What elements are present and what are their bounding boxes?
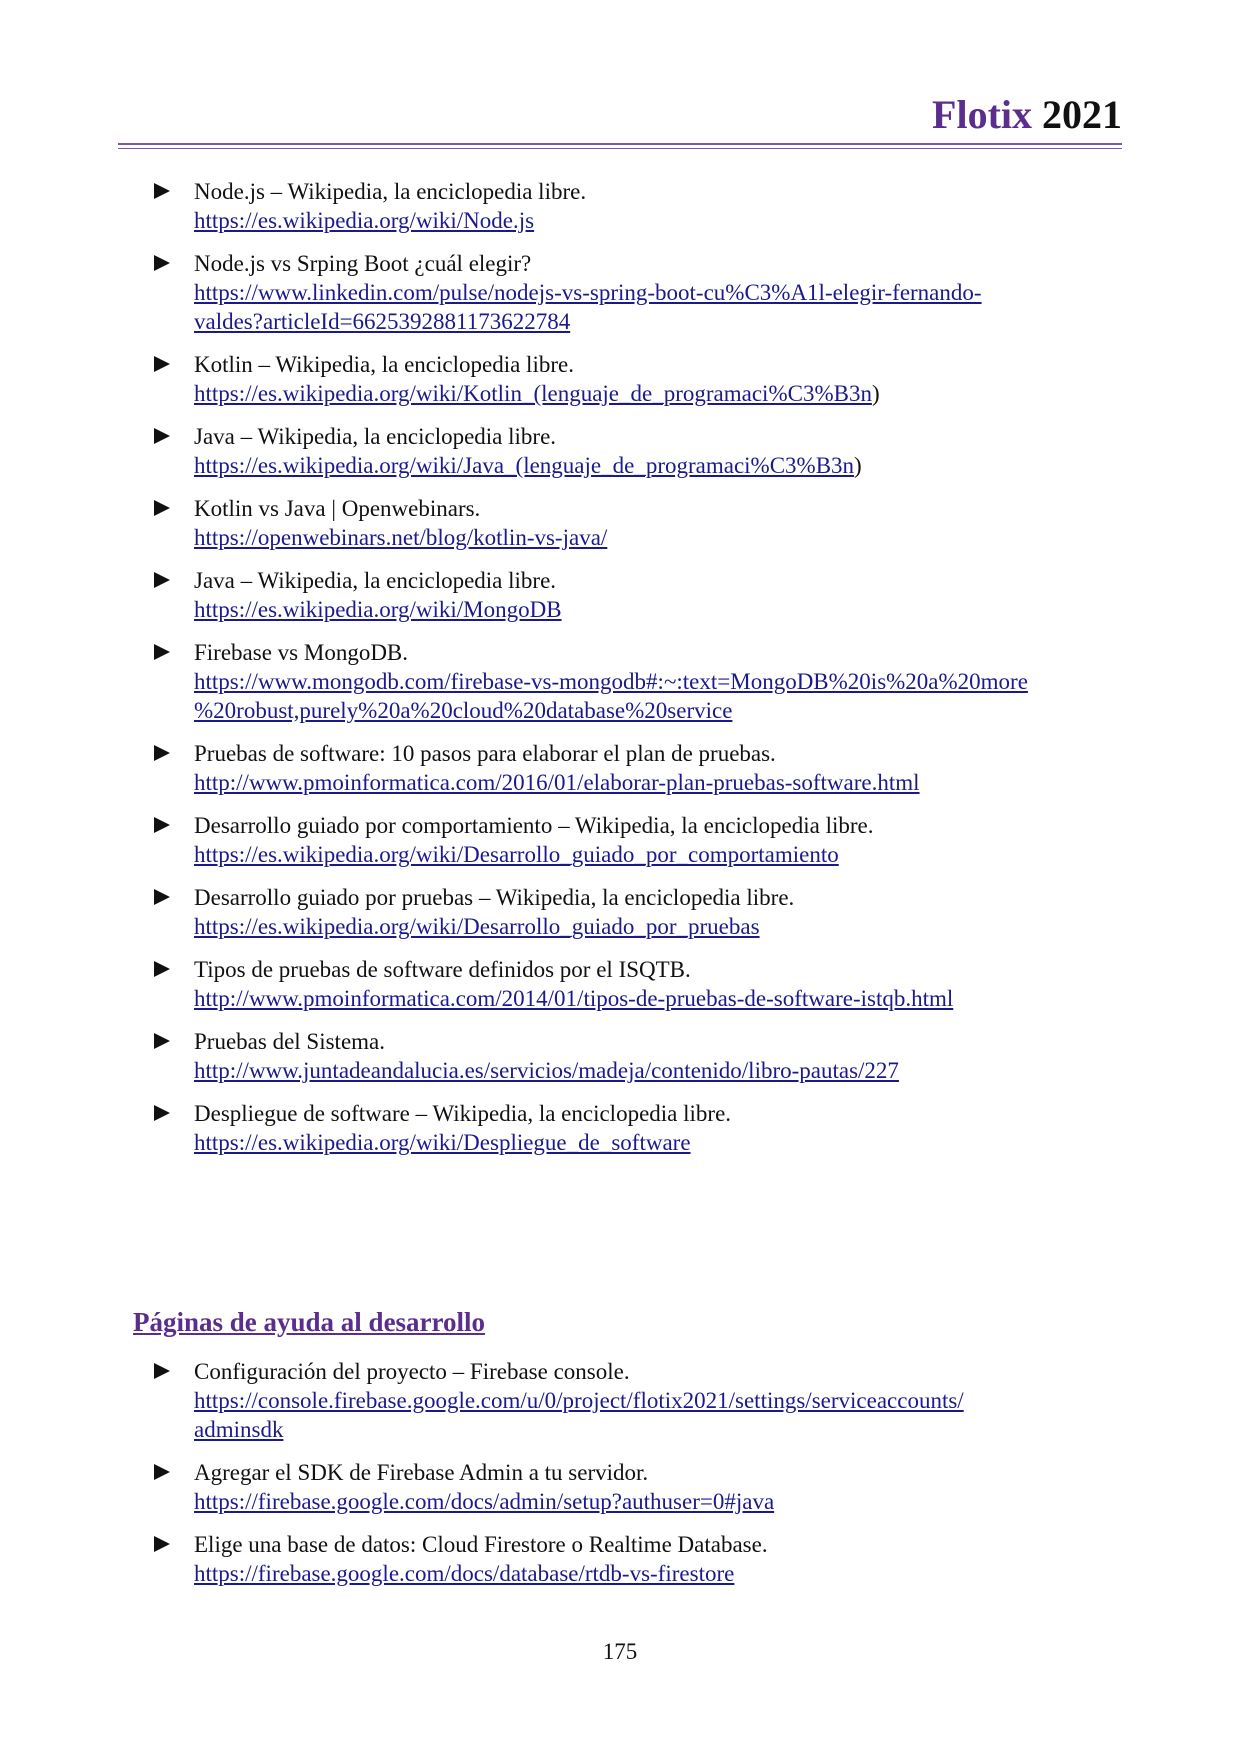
reference-title: Kotlin vs Java | Openwebinars. xyxy=(194,496,481,521)
reference-link[interactable]: adminsdk xyxy=(194,1417,284,1442)
reference-title: Pruebas del Sistema. xyxy=(194,1029,385,1054)
reference-link[interactable]: http://www.pmoinformatica.com/2016/01/elaborar-plan-pruebas-software.html xyxy=(194,770,920,795)
reference-title: Tipos de pruebas de software definidos por el ISQTB. xyxy=(194,957,691,982)
link-suffix: ) xyxy=(854,453,862,478)
reference-title: Kotlin – Wikipedia, la enciclopedia libre. xyxy=(194,352,574,377)
reference-title: Java – Wikipedia, la enciclopedia libre. xyxy=(194,568,557,593)
bullet-arrow-icon xyxy=(154,1105,170,1121)
url-line xyxy=(194,278,982,307)
bullet-arrow-icon xyxy=(154,356,170,372)
reference-link[interactable]: valdes?articleId=6625392881173622784 xyxy=(194,309,571,334)
url-line xyxy=(194,451,862,480)
url-line xyxy=(194,667,1028,696)
reference-link[interactable]: https://openwebinars.net/blog/kotlin-vs-java/ xyxy=(194,525,608,550)
header-rule xyxy=(118,143,1122,145)
url-line xyxy=(194,1559,734,1588)
bullet-arrow-icon xyxy=(154,817,170,833)
bullet-arrow-icon xyxy=(154,1464,170,1480)
url-line xyxy=(194,1487,774,1516)
url-line xyxy=(194,912,760,941)
reference-link[interactable]: https://es.wikipedia.org/wiki/Node.js xyxy=(194,208,535,233)
bullet-arrow-icon xyxy=(154,889,170,905)
bullet-arrow-icon xyxy=(154,572,170,588)
reference-title: Node.js vs Srping Boot ¿cuál elegir? xyxy=(194,251,532,276)
reference-link[interactable]: https://es.wikipedia.org/wiki/Java_(lenguaje_de_programaci%C3%B3n xyxy=(194,453,855,478)
reference-link[interactable]: http://www.juntadeandalucia.es/servicios/madeja/contenido/libro-pautas/227 xyxy=(194,1058,899,1083)
url-line xyxy=(194,1415,283,1444)
bullet-arrow-icon xyxy=(154,1033,170,1049)
reference-link[interactable]: http://www.pmoinformatica.com/2014/01/tipos-de-pruebas-de-software-istqb.html xyxy=(194,986,954,1011)
reference-link[interactable]: https://console.firebase.google.com/u/0/project/flotix2021/settings/serviceaccounts/ xyxy=(194,1388,964,1413)
reference-title: Java – Wikipedia, la enciclopedia libre. xyxy=(194,424,557,449)
header-brand: Flotix xyxy=(932,92,1032,137)
url-line xyxy=(194,1056,899,1085)
bullet-arrow-icon xyxy=(154,183,170,199)
reference-link[interactable]: https://es.wikipedia.org/wiki/Despliegue_de_software xyxy=(194,1130,691,1155)
bullet-arrow-icon xyxy=(154,745,170,761)
url-line xyxy=(194,768,920,797)
reference-title: Agregar el SDK de Firebase Admin a tu servidor. xyxy=(194,1460,649,1485)
url-line xyxy=(194,523,607,552)
page-header xyxy=(118,86,1122,146)
url-line xyxy=(194,379,880,408)
reference-link[interactable]: %20robust,purely%20a%20cloud%20database%20service xyxy=(194,698,733,723)
reference-title: Configuración del proyecto – Firebase console. xyxy=(194,1359,630,1384)
bullet-arrow-icon xyxy=(154,1363,170,1379)
reference-title: Elige una base de datos: Cloud Firestore o Realtime Database. xyxy=(194,1532,768,1557)
reference-title: Desarrollo guiado por comportamiento – Wikipedia, la enciclopedia libre. xyxy=(194,813,874,838)
reference-link[interactable]: https://es.wikipedia.org/wiki/Kotlin_(lenguaje_de_programaci%C3%B3n xyxy=(194,381,872,406)
header-year: 2021 xyxy=(1042,92,1122,137)
reference-title: Node.js – Wikipedia, la enciclopedia libre. xyxy=(194,179,587,204)
reference-title: Pruebas de software: 10 pasos para elaborar el plan de pruebas. xyxy=(194,741,776,766)
bullet-arrow-icon xyxy=(154,428,170,444)
reference-title: Despliegue de software – Wikipedia, la enciclopedia libre. xyxy=(194,1101,732,1126)
url-line xyxy=(194,1386,964,1415)
reference-title: Desarrollo guiado por pruebas – Wikipedia, la enciclopedia libre. xyxy=(194,885,795,910)
reference-link[interactable]: https://www.mongodb.com/firebase-vs-mongodb#:~:text=MongoDB%20is%20a%20more xyxy=(194,669,1028,694)
reference-link[interactable]: https://www.linkedin.com/pulse/nodejs-vs-spring-boot-cu%C3%A1l-elegir-fernando- xyxy=(194,280,982,305)
bullet-arrow-icon xyxy=(154,255,170,271)
reference-link[interactable]: https://firebase.google.com/docs/database/rtdb-vs-firestore xyxy=(194,1561,735,1586)
url-line xyxy=(194,1128,691,1157)
bullet-arrow-icon xyxy=(154,500,170,516)
reference-title: Firebase vs MongoDB. xyxy=(194,640,409,665)
url-line xyxy=(194,307,570,336)
url-line xyxy=(194,206,534,235)
bullet-arrow-icon xyxy=(154,961,170,977)
reference-link[interactable]: https://es.wikipedia.org/wiki/MongoDB xyxy=(194,597,562,622)
page-number: 175 xyxy=(602,1639,638,1664)
reference-link[interactable]: https://es.wikipedia.org/wiki/Desarrollo_guiado_por_pruebas xyxy=(194,914,760,939)
section-title: Páginas de ayuda al desarrollo xyxy=(133,1307,486,1337)
link-suffix: ) xyxy=(871,381,880,406)
url-line xyxy=(194,595,562,624)
url-line xyxy=(194,696,732,725)
reference-link[interactable]: https://firebase.google.com/docs/admin/setup?authuser=0#java xyxy=(194,1489,775,1514)
reference-link[interactable]: https://es.wikipedia.org/wiki/Desarrollo_guiado_por_comportamiento xyxy=(194,842,839,867)
url-line xyxy=(194,840,839,869)
url-line xyxy=(194,984,953,1013)
header-rule-thin xyxy=(118,148,1122,149)
bullet-arrow-icon xyxy=(154,1536,170,1552)
bullet-arrow-icon xyxy=(154,644,170,660)
